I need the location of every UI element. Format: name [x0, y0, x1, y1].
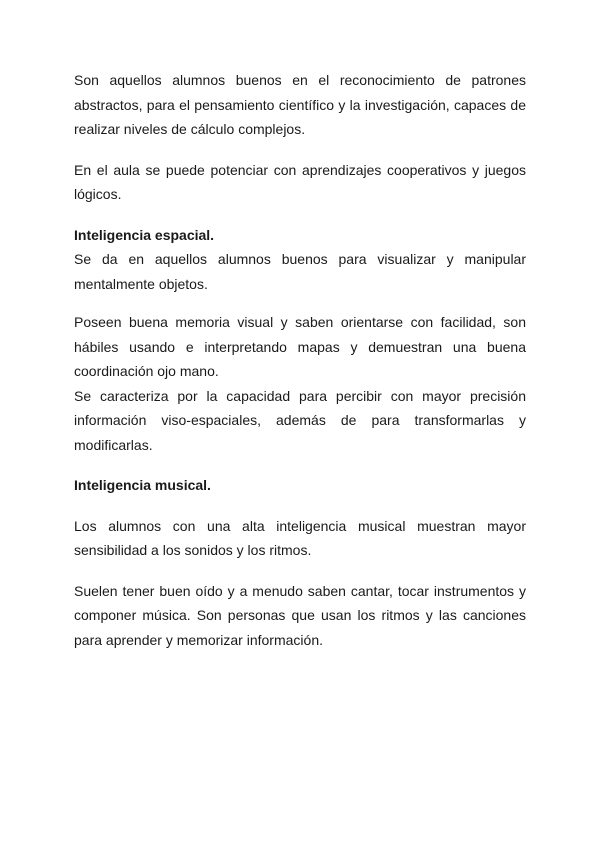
document-body — [74, 68, 526, 652]
paragraph-spatial-characterized: Se caracteriza por la capacidad para percibir con mayor precisión información viso-espaciales, además de para transformarlas y modificarlas. — [74, 387, 526, 453]
paragraph-musical-traits: Suelen tener buen oído y a menudo saben cantar, tocar instrumentos y componer música. Son personas que usan los ritmos y las canciones para aprender y memorizar información. — [74, 582, 526, 648]
heading-musical-intelligence: Inteligencia musical. — [74, 477, 211, 493]
paragraph-spatial-traits: Poseen buena memoria visual y saben orientarse con facilidad, son hábiles usando e interpretando mapas y demuestran una buena coordinación ojo mano. — [74, 314, 526, 379]
paragraph-spatial-intro: Se da en aquellos alumnos buenos para visualizar y manipular mentalmente objetos. — [74, 251, 526, 292]
paragraph-logical-classroom: En el aula se puede potenciar con aprendizajes cooperativos y juegos lógicos. — [74, 161, 526, 202]
paragraph-musical-intro: Los alumnos con una alta inteligencia musical muestran mayor sensibilidad a los sonidos y los ritmos. — [74, 517, 526, 558]
heading-spatial-intelligence: Inteligencia espacial. — [74, 226, 215, 243]
paragraph-logical-intro: Son aquellos alumnos buenos en el reconocimiento de patrones abstractos, para el pensamiento científico y la investigación, capaces de realizar niveles de cálculo complejos. — [74, 72, 526, 137]
